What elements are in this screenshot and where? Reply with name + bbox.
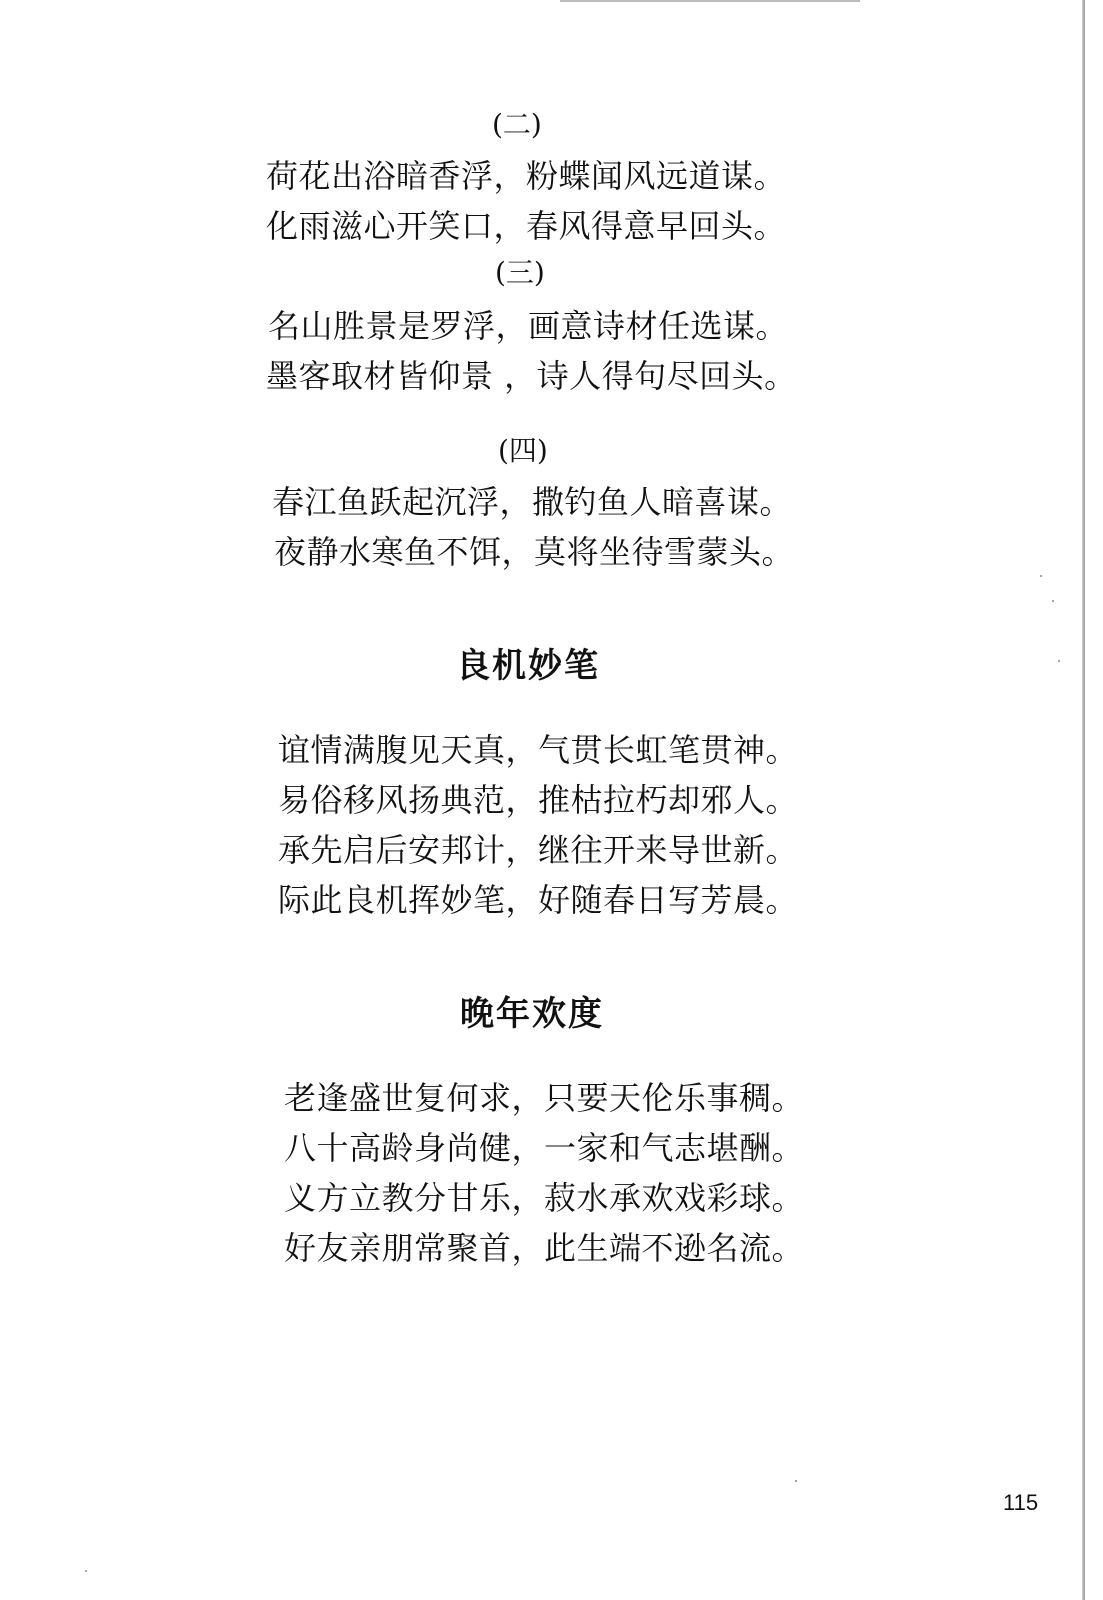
poem-title: 晚年欢度 bbox=[460, 994, 604, 1034]
poem-line: 好友亲朋常聚首，此生端不逊名流。 bbox=[284, 1229, 805, 1267]
scan-speck bbox=[1052, 600, 1054, 602]
poem-line: 春江鱼跃起沉浮，撒钓鱼人暗喜谋。 bbox=[272, 483, 793, 521]
poem-line: 夜静水寒鱼不饵，莫将坐待雪蒙头。 bbox=[274, 533, 795, 571]
poem-line: 八十高龄身尚健，一家和气志堪酬。 bbox=[284, 1129, 805, 1167]
poem-line: 墨客取材皆仰景 ，诗人得句尽回头。 bbox=[266, 357, 797, 395]
poem-line: 谊情满腹见天真，气贯长虹笔贯神。 bbox=[278, 731, 799, 769]
part-number: (二) bbox=[492, 108, 542, 141]
scan-speck bbox=[1040, 575, 1042, 577]
poem-line: 义方立教分甘乐，菽水承欢戏彩球。 bbox=[284, 1179, 805, 1217]
page-number: 115 bbox=[1003, 1490, 1039, 1515]
poem-line: 名山胜景是罗浮，画意诗材任选谋。 bbox=[268, 307, 789, 345]
poem-line: 荷花出浴暗香浮，粉蝶闻风远道谋。 bbox=[266, 157, 787, 195]
part-number: (四) bbox=[498, 434, 548, 467]
poem-line: 化雨滋心开笑口，春风得意早回头。 bbox=[266, 207, 787, 245]
scan-speck bbox=[795, 1480, 797, 1482]
scan-speck bbox=[85, 1570, 87, 1572]
page-edge-shadow bbox=[1082, 0, 1085, 1600]
poem-line: 易俗移风扬典范，推枯拉朽却邪人。 bbox=[278, 781, 799, 819]
poem-title: 良机妙笔 bbox=[456, 646, 600, 686]
poem-line: 际此良机挥妙笔，好随春日写芳晨。 bbox=[278, 881, 799, 919]
poem-line: 老逢盛世复何求，只要天伦乐事稠。 bbox=[284, 1079, 805, 1117]
scan-speck bbox=[1058, 660, 1060, 662]
part-number: (三) bbox=[495, 256, 545, 289]
scan-top-edge bbox=[560, 0, 860, 2]
poem-line: 承先启后安邦计，继往开来导世新。 bbox=[278, 831, 799, 869]
